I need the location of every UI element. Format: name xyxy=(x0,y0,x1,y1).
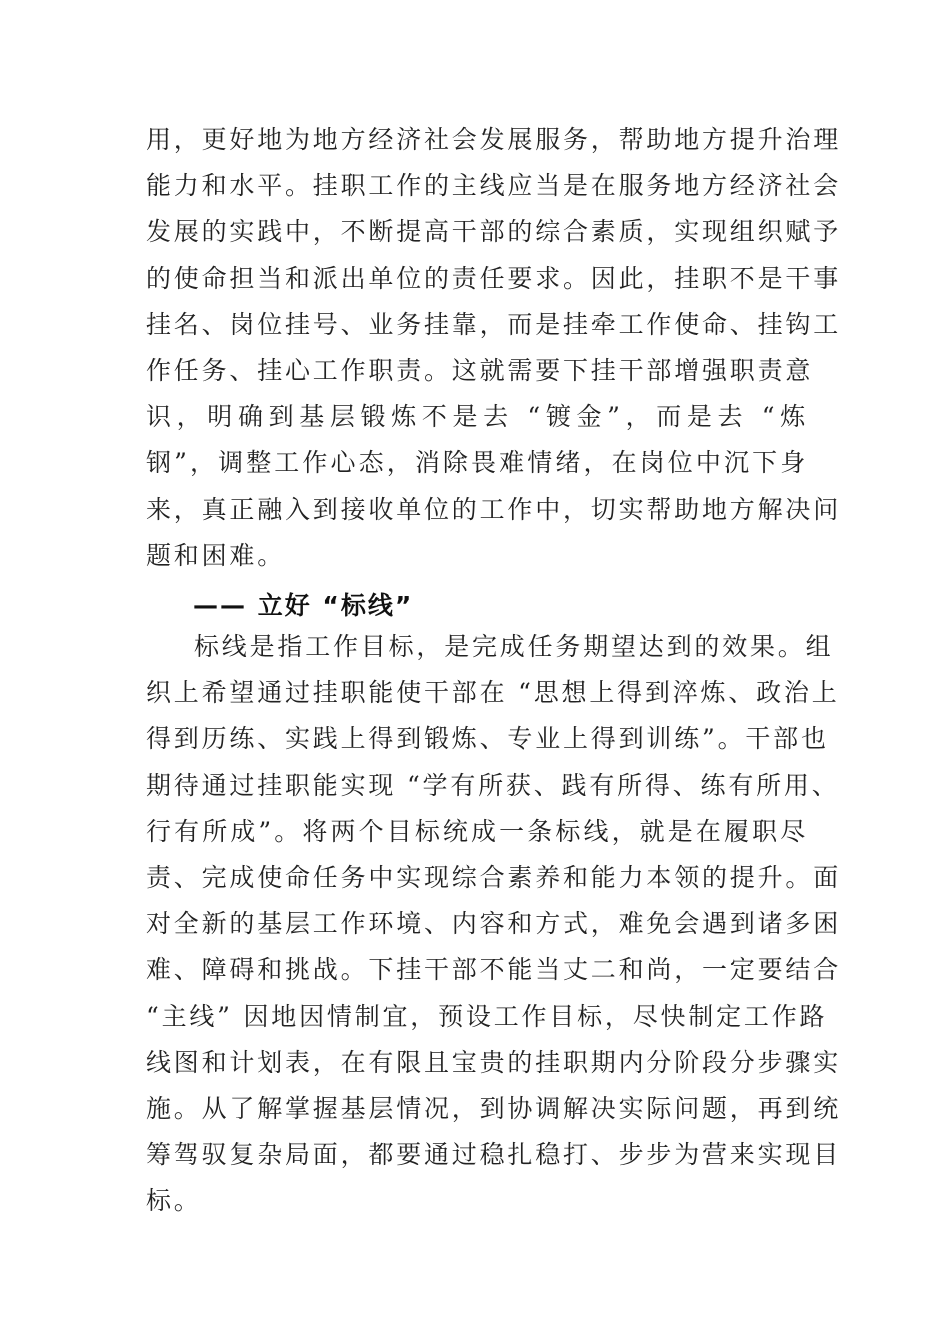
paragraph-line: “主线” 因地因情制宜，预设工作目标，尽快制定工作路 xyxy=(146,1001,828,1031)
paragraph-line: 钢”，调整工作心态，消除畏难情绪，在岗位中沉下身 xyxy=(146,448,808,478)
paragraph-line: 标线是指工作目标，是完成任务期望达到的效果。组 xyxy=(194,632,834,661)
paragraph-line: 织上希望通过挂职能使干部在 “思想上得到淬炼、政治上 xyxy=(146,678,840,708)
paragraph-line: 对全新的基层工作环境、内容和方式，难免会遇到诸多困 xyxy=(146,909,842,939)
paragraph-line: 作任务、挂心工作职责。这就需要下挂干部增强职责意 xyxy=(146,356,814,386)
paragraph-line: 难、障碍和挑战。下挂干部不能当丈二和尚，一定要结合 xyxy=(146,955,842,985)
paragraph-line: 行有所成”。将两个目标统成一条标线，就是在履职尽 xyxy=(146,816,808,846)
paragraph-line: 线图和计划表，在有限且宝贵的挂职期内分阶段分步骤实 xyxy=(146,1047,842,1077)
paragraph-line: 题和困难。 xyxy=(146,540,286,570)
paragraph-line: 责、完成使命任务中实现综合素养和能力本领的提升。面 xyxy=(146,863,842,893)
paragraph-line: 发展的实践中，不断提高干部的综合素质，实现组织赋予 xyxy=(146,217,842,247)
paragraph-line: 识，明确到基层锻炼不是去 “镀金”，而是去 “炼 xyxy=(146,402,808,432)
paragraph-line: 来，真正融入到接收单位的工作中，切实帮助地方解决问 xyxy=(146,494,842,524)
paragraph-line: 挂名、岗位挂号、业务挂靠，而是挂牵工作使命、挂钩工 xyxy=(146,309,842,339)
paragraph-line: 能力和水平。挂职工作的主线应当是在服务地方经济社会 xyxy=(146,171,842,201)
paragraph-biaoxian xyxy=(146,624,842,1225)
paragraph-line: 用，更好地为地方经济社会发展服务，帮助地方提升治理 xyxy=(146,125,842,154)
paragraph-continued xyxy=(146,117,842,579)
paragraph-line: 得到历练、实践上得到锻炼、专业上得到训练”。干部也 xyxy=(146,724,829,754)
section-heading: —— 立好 “标线” xyxy=(193,591,414,620)
paragraph-line: 筹驾驭复杂局面，都要通过稳扎稳打、步步为营来实现目 xyxy=(146,1140,842,1170)
paragraph-line: 期待通过挂职能实现 “学有所获、践有所得、练有所用、 xyxy=(146,770,840,800)
paragraph-line: 的使命担当和派出单位的责任要求。因此，挂职不是干事 xyxy=(146,263,842,293)
paragraph-line: 标。 xyxy=(146,1186,202,1216)
paragraph-line: 施。从了解掌握基层情况，到协调解决实际问题，再到统 xyxy=(146,1094,842,1124)
